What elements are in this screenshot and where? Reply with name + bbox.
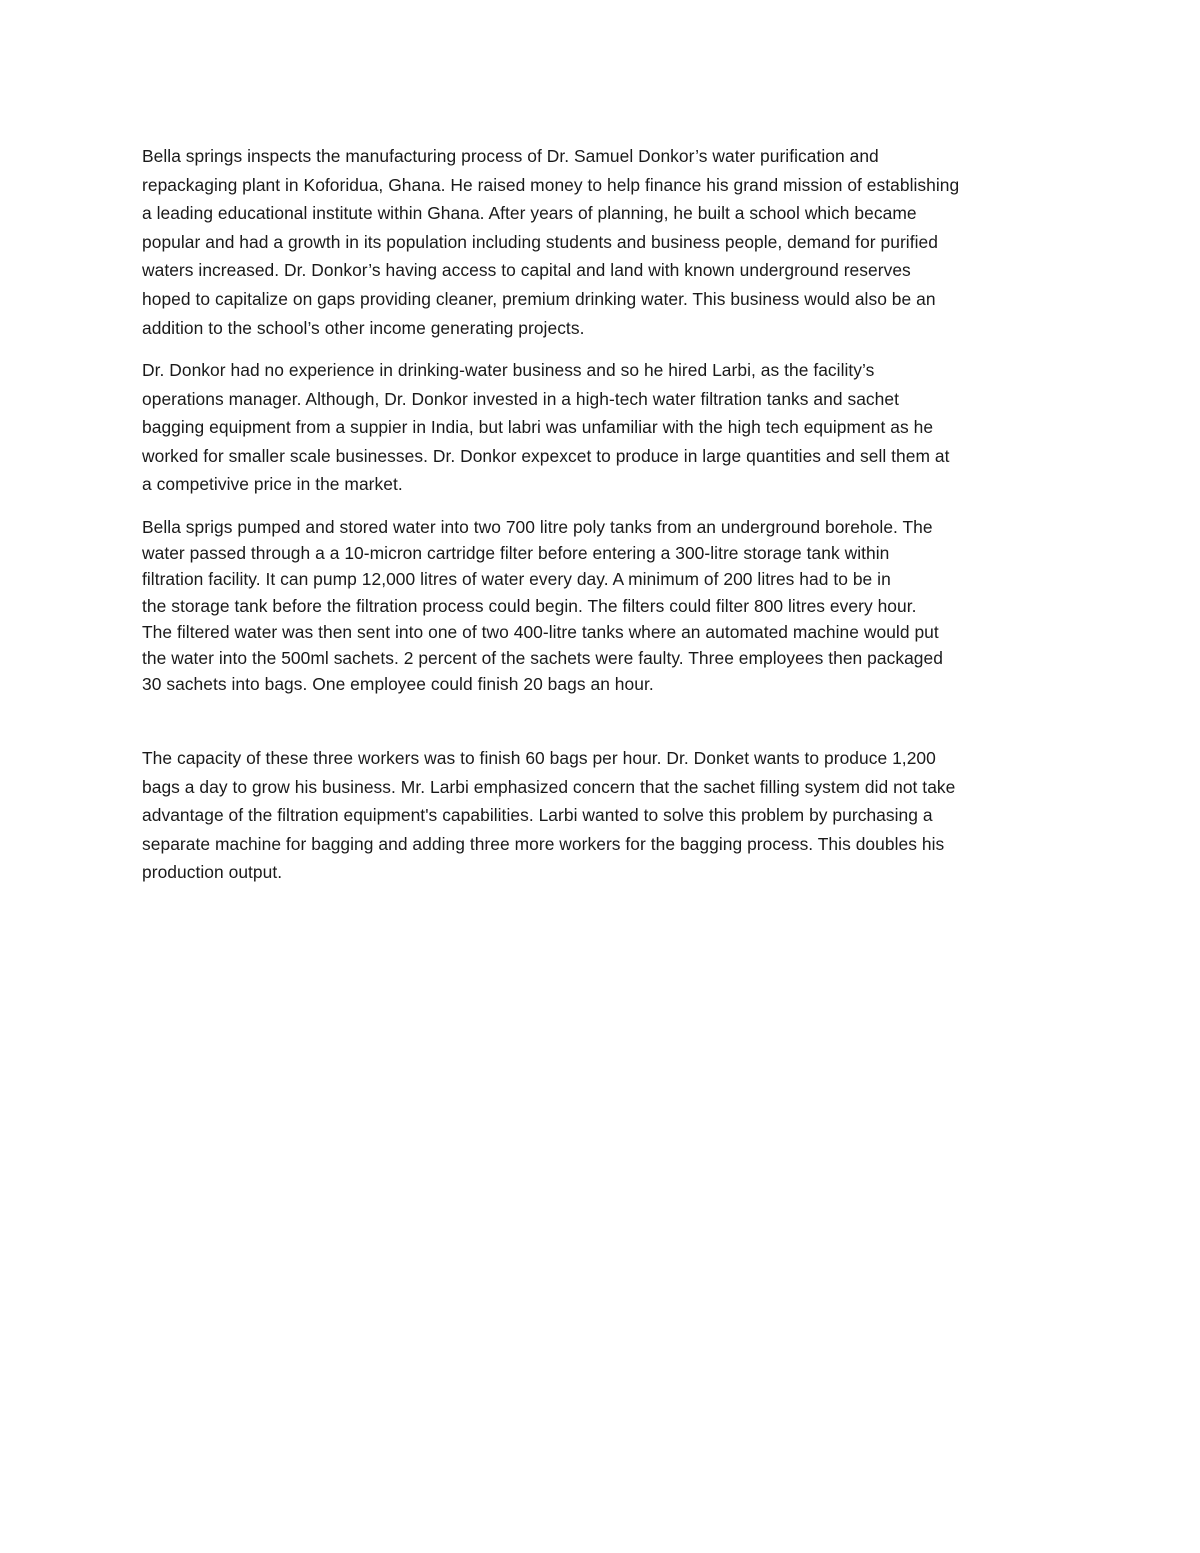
paragraph-2 (142, 356, 1067, 499)
paragraph-line: separate machine for bagging and adding three more workers for the bagging process. This doubles his (142, 833, 945, 854)
paragraph-line: 30 sachets into bags. One employee could finish 20 bags an hour. (142, 674, 654, 695)
paragraph-1 (142, 142, 1067, 342)
paragraph-line: bags a day to grow his business. Mr. Larbi emphasized concern that the sachet filling system did not take (142, 776, 956, 797)
paragraph-line: Bella springs inspects the manufacturing process of Dr. Samuel Donkor’s water purification and (142, 146, 879, 166)
paragraph-line: a competivive price in the market. (142, 474, 403, 495)
paragraph-line: repackaging plant in Koforidua, Ghana. He raised money to help finance his grand mission of establishing (142, 174, 960, 195)
paragraph-line: The filtered water was then sent into one of two 400-litre tanks where an automated machine would put (142, 621, 939, 642)
paragraph-line: the water into the 500ml sachets. 2 percent of the sachets were faulty. Three employees then packaged (142, 648, 943, 669)
paragraph-3 (142, 514, 1067, 697)
paragraph-4 (142, 744, 1067, 887)
paragraph-line: The capacity of these three workers was to finish 60 bags per hour. Dr. Donket wants to produce 1,200 (142, 748, 936, 768)
paragraph-line: production output. (142, 862, 283, 883)
paragraph-line: bagging equipment from a suppier in India, but labri was unfamiliar with the high tech equipment as he (142, 417, 934, 438)
paragraph-line: filtration facility. It can pump 12,000 litres of water every day. A minimum of 200 litres had to be in (142, 569, 891, 590)
paragraph-line: advantage of the filtration equipment's capabilities. Larbi wanted to solve this problem by purchasing a (142, 805, 933, 826)
paragraph-line: hoped to capitalize on gaps providing cleaner, premium drinking water. This business would also be an (142, 288, 936, 309)
paragraph-line: Dr. Donkor had no experience in drinking-water business and so he hired Larbi, as the facility’s (142, 360, 875, 380)
paragraph-line: Bella sprigs pumped and stored water into two 700 litre poly tanks from an underground borehole. The (142, 517, 933, 537)
paragraph-line: water passed through a a 10-micron cartridge filter before entering a 300-litre storage tank within (142, 543, 890, 564)
paragraph-line: worked for smaller scale businesses. Dr. Donkor expexcet to produce in large quantities and sell them at (142, 445, 950, 466)
paragraph-line: operations manager. Although, Dr. Donkor invested in a high-tech water filtration tanks and sachet (142, 388, 899, 409)
paragraph-line: addition to the school’s other income generating projects. (142, 317, 585, 338)
paragraph-line: waters increased. Dr. Donkor’s having access to capital and land with known underground reserves (142, 260, 911, 281)
paragraph-line: the storage tank before the filtration process could begin. The filters could filter 800 litres every hour. (142, 595, 917, 616)
paragraph-line: popular and had a growth in its population including students and business people, demand for purified (142, 231, 938, 252)
paragraph-line: a leading educational institute within Ghana. After years of planning, he built a school which became (142, 203, 917, 224)
